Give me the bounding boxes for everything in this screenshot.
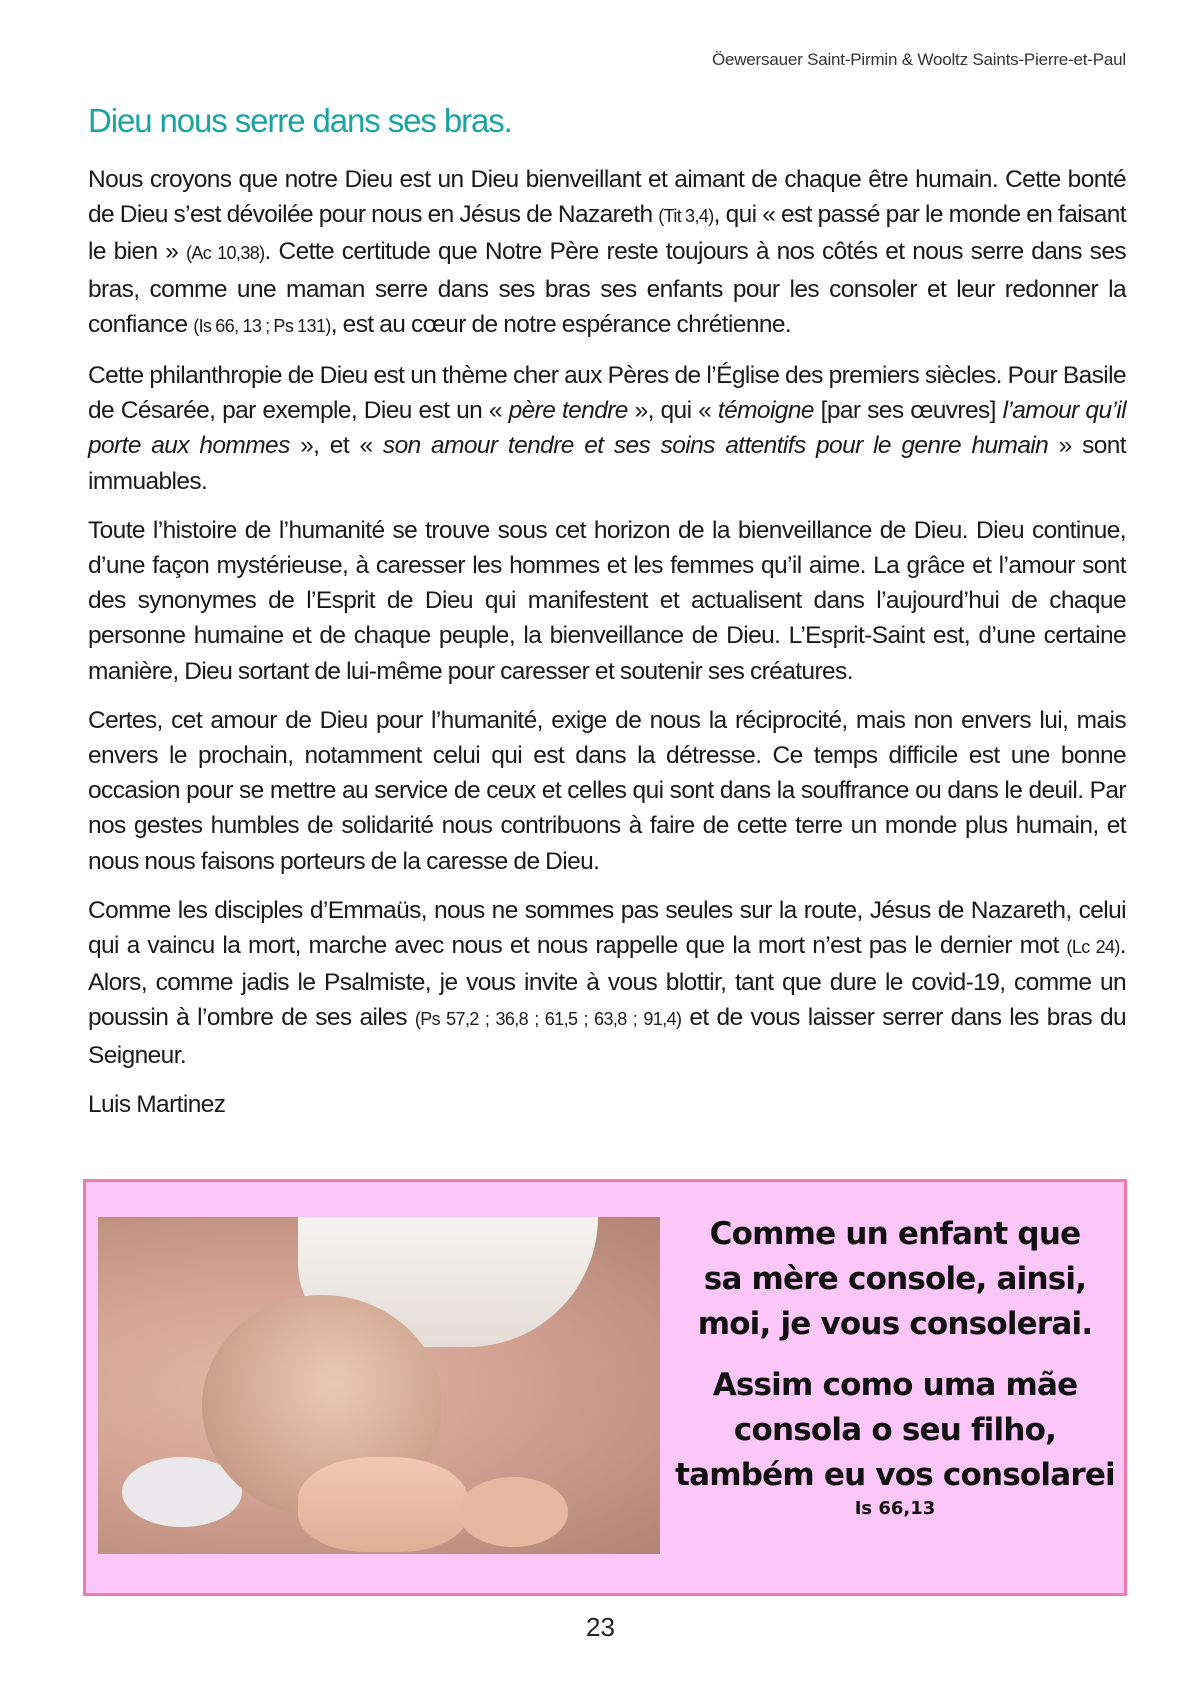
verse-french <box>670 1212 1120 1347</box>
p2-text-c: [par ses œuvres] <box>813 397 1003 425</box>
verse-portuguese <box>670 1363 1120 1498</box>
quote-italic: son amour tendre et ses soins attentifs pour le genre humain <box>382 432 1049 460</box>
verse-line: consola o seu filho, <box>733 1412 1057 1448</box>
verse-line: Assim como uma mãe <box>712 1367 1078 1403</box>
verse-line: Comme un enfant que <box>709 1216 1081 1252</box>
mother-hand-right <box>458 1477 568 1547</box>
mother-hand <box>298 1457 468 1552</box>
quote-italic: témoigne <box>717 397 814 425</box>
p2-text-a: Cette philanthropie de Dieu est un thème cher aux Pères de l’Église des premiers siècles. Pour Basile de Césarée, par exemple, Dieu est un « <box>88 362 1126 425</box>
p1-text-a: Nous croyons que notre Dieu est un Dieu bienveillant et aimant de chaque être humain. Cette bonté de Dieu s’est dévoilée pour nous en Jésus de Nazareth <box>88 166 1126 229</box>
quote-italic: père tendre <box>508 397 628 425</box>
verse-quote <box>670 1212 1120 1520</box>
quote-box <box>83 1179 1127 1596</box>
paragraph-5 <box>88 893 1126 1073</box>
p2-text-b: », qui « <box>627 397 718 425</box>
bible-reference: (Ac 10,38) <box>185 243 265 264</box>
p5-text-b: . Alors, comme jadis le Psalmiste, je vous invite à vous blottir, tant que dure le covid-19, comme un poussin à l’ombre de ses ailes <box>88 932 1126 1032</box>
author-name: Luis Martinez <box>88 1090 226 1118</box>
article-title: Dieu nous serre dans ses bras. <box>88 102 512 139</box>
p2-text-e: » sont immuables. <box>88 432 1126 495</box>
p1-text-b: , qui « est passé par le monde en faisant le bien » <box>88 201 1126 266</box>
p1-text-d: , est au cœur de notre espérance chrétienne. <box>330 310 792 338</box>
bible-reference: (Tit 3,4) <box>658 206 714 227</box>
paragraph-1 <box>88 162 1126 344</box>
p5-text-c: et de vous laisser serrer dans les bras du Seigneur. <box>88 1004 1126 1069</box>
baby-photo <box>98 1217 660 1554</box>
page-number: 23 <box>586 1612 615 1642</box>
bible-reference: (Is 66, 13 ; Ps 131) <box>193 315 331 336</box>
verse-source: Is 66,13 <box>854 1498 936 1519</box>
paragraph-2 <box>88 358 1126 499</box>
p5-text-a: Comme les disciples d’Emmaüs, nous ne sommes pas seules sur la route, Jésus de Nazareth, celui qui a vaincu la mort, marche avec nous et nous rappelle que la mort n’est pas le dernier mot <box>88 896 1126 960</box>
running-header: Öewersauer Saint-Pirmin & Wooltz Saints-Pierre-et-Paul <box>711 50 1126 69</box>
quote-italic: l’amour qu’il porte aux hommes <box>88 397 1126 460</box>
p2-text-d: », et « <box>289 432 383 460</box>
paragraph-3: Toute l’histoire de l’humanité se trouve sous cet horizon de la bienveillance de Dieu. Dieu continue, d’une façon mystérieuse, à caresser les hommes et les femmes qu’il aime. La grâce et l’amour sont des synonymes de l’Esprit de Dieu qui manifestent et actualisent dans l’aujourd’hui de chaque personne humaine et de chaque peuple, la bienveillance de Dieu. L’Esprit-Saint est, d’une certaine manière, Dieu sortant de lui-même pour caresser et soutenir ses créatures. <box>88 516 1126 685</box>
article-body <box>88 162 1126 1136</box>
verse-line: sa mère console, ainsi, <box>703 1261 1087 1297</box>
verse-line: também eu vos consolarei <box>675 1457 1115 1493</box>
paragraph-4: Certes, cet amour de Dieu pour l’humanité, exige de nous la réciprocité, mais non envers lui, mais envers le prochain, notamment celui qui est dans la détresse. Ce temps difficile est une bonne occasion pour se mettre au service de ceux et celles qui sont dans la souffrance ou dans le deuil. Par nos gestes humbles de solidarité nous contribuons à faire de cette terre un monde plus humain, et nous nous faisons porteurs de la caresse de Dieu. <box>88 706 1126 875</box>
bible-reference: (Ps 57,2 ; 36,8 ; 61,5 ; 63,8 ; 91,4) <box>414 1009 682 1030</box>
p1-text-c: . Cette certitude que Notre Père reste toujours à nos côtés et nous serre dans ses bras, comme une maman serre dans ses bras ses enfants pour les consoler et leur redonner la confiance <box>88 238 1126 338</box>
verse-line: moi, je vous consolerai. <box>697 1306 1093 1342</box>
bible-reference: (Lc 24) <box>1066 937 1120 958</box>
